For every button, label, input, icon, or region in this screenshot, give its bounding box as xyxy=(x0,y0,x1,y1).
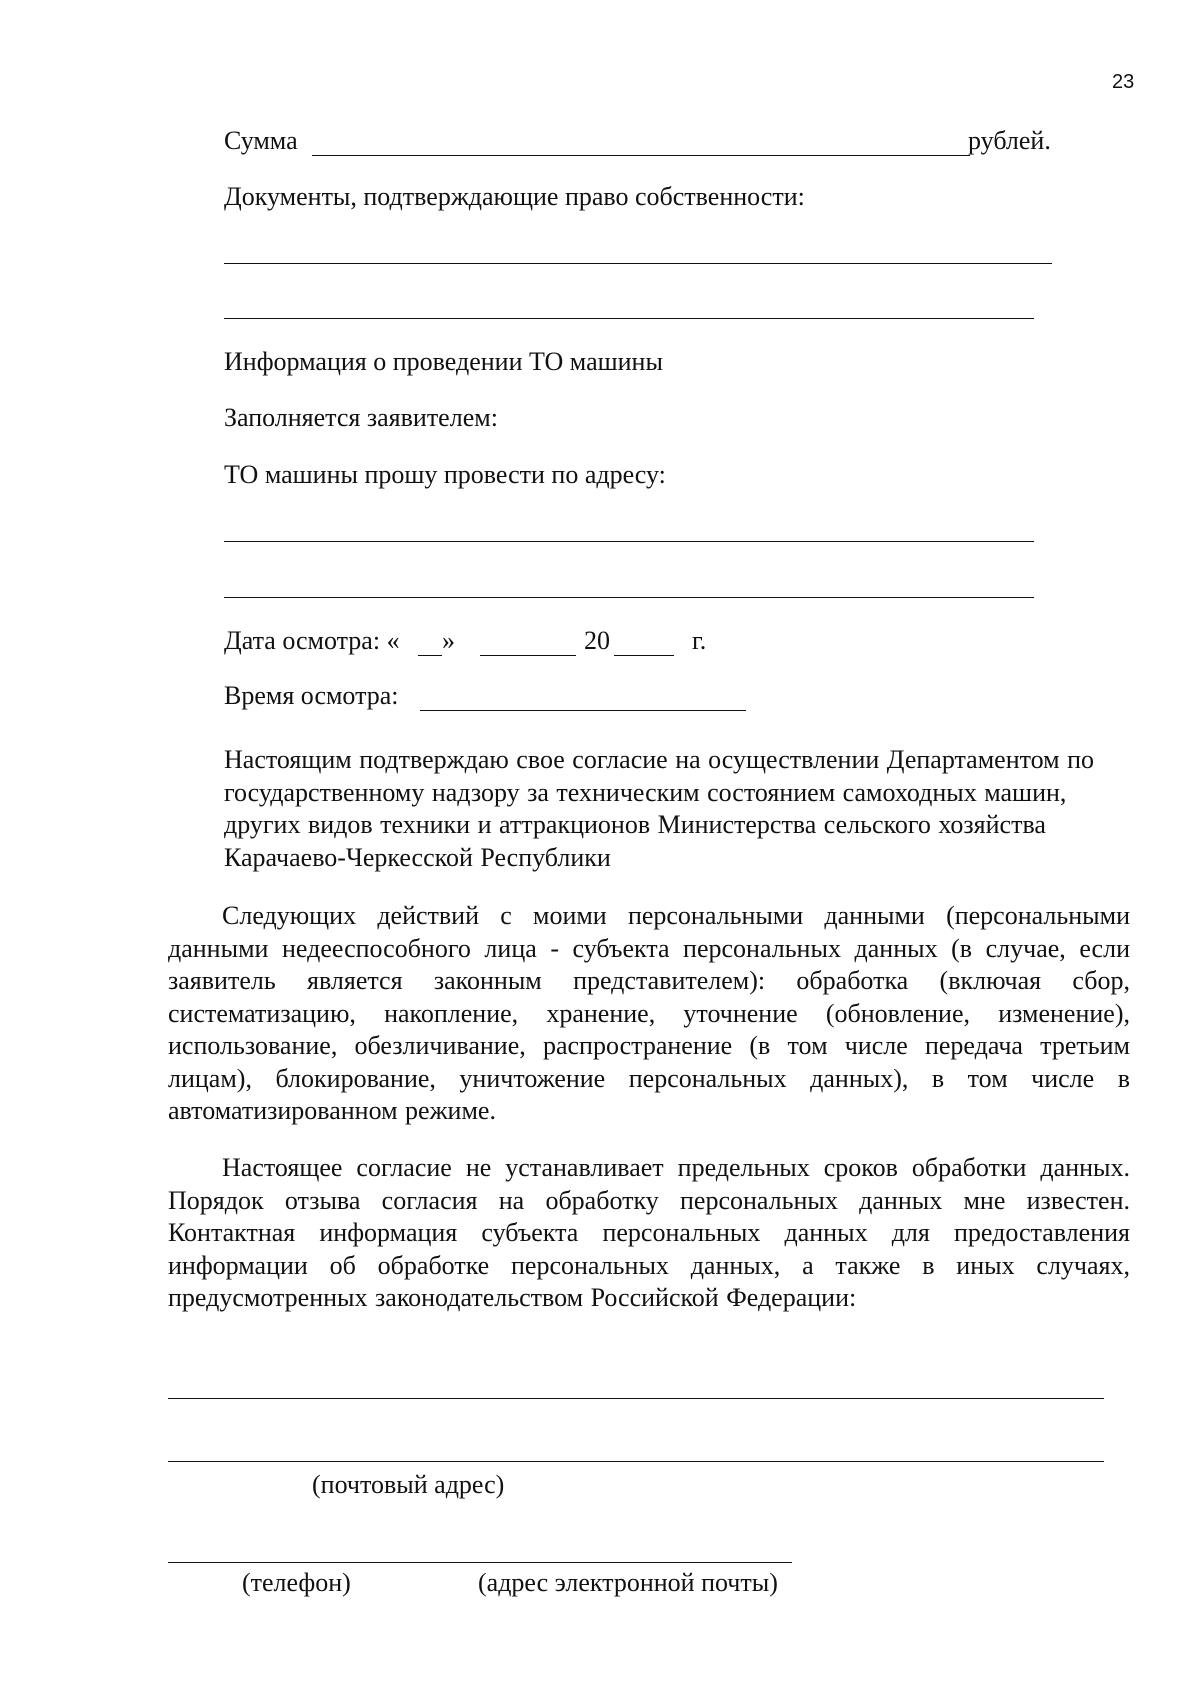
ownership-docs-line-2[interactable] xyxy=(224,318,1034,319)
email-caption: (адрес электронной почты) xyxy=(478,1568,778,1597)
inspection-address-line-2[interactable] xyxy=(224,597,1034,598)
postal-address-line-2[interactable] xyxy=(168,1461,1104,1462)
page-number: 23 xyxy=(1112,71,1135,93)
phone-email-line[interactable] xyxy=(168,1562,792,1563)
ownership-docs-line-1[interactable] xyxy=(224,263,1052,264)
inspection-heading: Информация о проведении ТО машины xyxy=(224,347,663,376)
inspection-date-quote-close: » xyxy=(442,626,455,655)
inspection-time-label: Время осмотра: xyxy=(224,681,399,710)
postal-address-line-1[interactable] xyxy=(168,1398,1104,1399)
sum-field-line[interactable] xyxy=(312,155,970,156)
postal-address-caption: (почтовый адрес) xyxy=(312,1470,505,1499)
consent-intro-paragraph: Настоящим подтверждаю свое согласие на осуществлении Департаментом по государственному надзору за техническим состоянием самоходных машин, других видов техники и аттракционов Министерства сельского хозяйства Карачаево-Черкесской Республики xyxy=(224,745,1095,872)
consent-actions-paragraph: Следующих действий с моими персональными данными (персональными данными недееспособного лица - субъекта персональных данных (в случае, если заявитель является законным представителем): обработка (включая сбор, систематизацию, накопление, хранение, уточнение (обновление, изменение), использование, обезличивание, распространение (в том числе передача третьим лицам), блокирование, уничтожение персональных данных), в том числе в автоматизированном режиме. xyxy=(168,901,1130,1125)
filled-by-label: Заполняется заявителем: xyxy=(224,403,498,432)
inspection-year-field[interactable] xyxy=(614,655,674,656)
inspection-month-field[interactable] xyxy=(480,655,576,656)
address-request-label: ТО машины прошу провести по адресу: xyxy=(224,460,666,489)
ownership-docs-label: Документы, подтверждающие право собственности: xyxy=(224,182,805,211)
sum-label: Сумма xyxy=(224,126,298,155)
inspection-time-field[interactable] xyxy=(420,710,746,711)
inspection-address-line-1[interactable] xyxy=(224,541,1034,542)
consent-terms-paragraph: Настоящее согласие не устанавливает предельных сроков обработки данных. Порядок отзыва согласия на обработку персональных данных мне известен. Контактная информация субъекта персональных данных для предоставления информации об обработке персональных данных, а также в иных случаях, предусмотренных законодательством Российской Федерации: xyxy=(168,1153,1130,1312)
phone-caption: (телефон) xyxy=(242,1568,351,1597)
inspection-date-label: Дата осмотра: « xyxy=(224,626,400,655)
inspection-year-prefix: 20 xyxy=(584,626,610,655)
sum-suffix: рублей. xyxy=(968,126,1051,155)
inspection-day-field[interactable] xyxy=(418,655,442,656)
inspection-year-suffix: г. xyxy=(692,626,707,655)
